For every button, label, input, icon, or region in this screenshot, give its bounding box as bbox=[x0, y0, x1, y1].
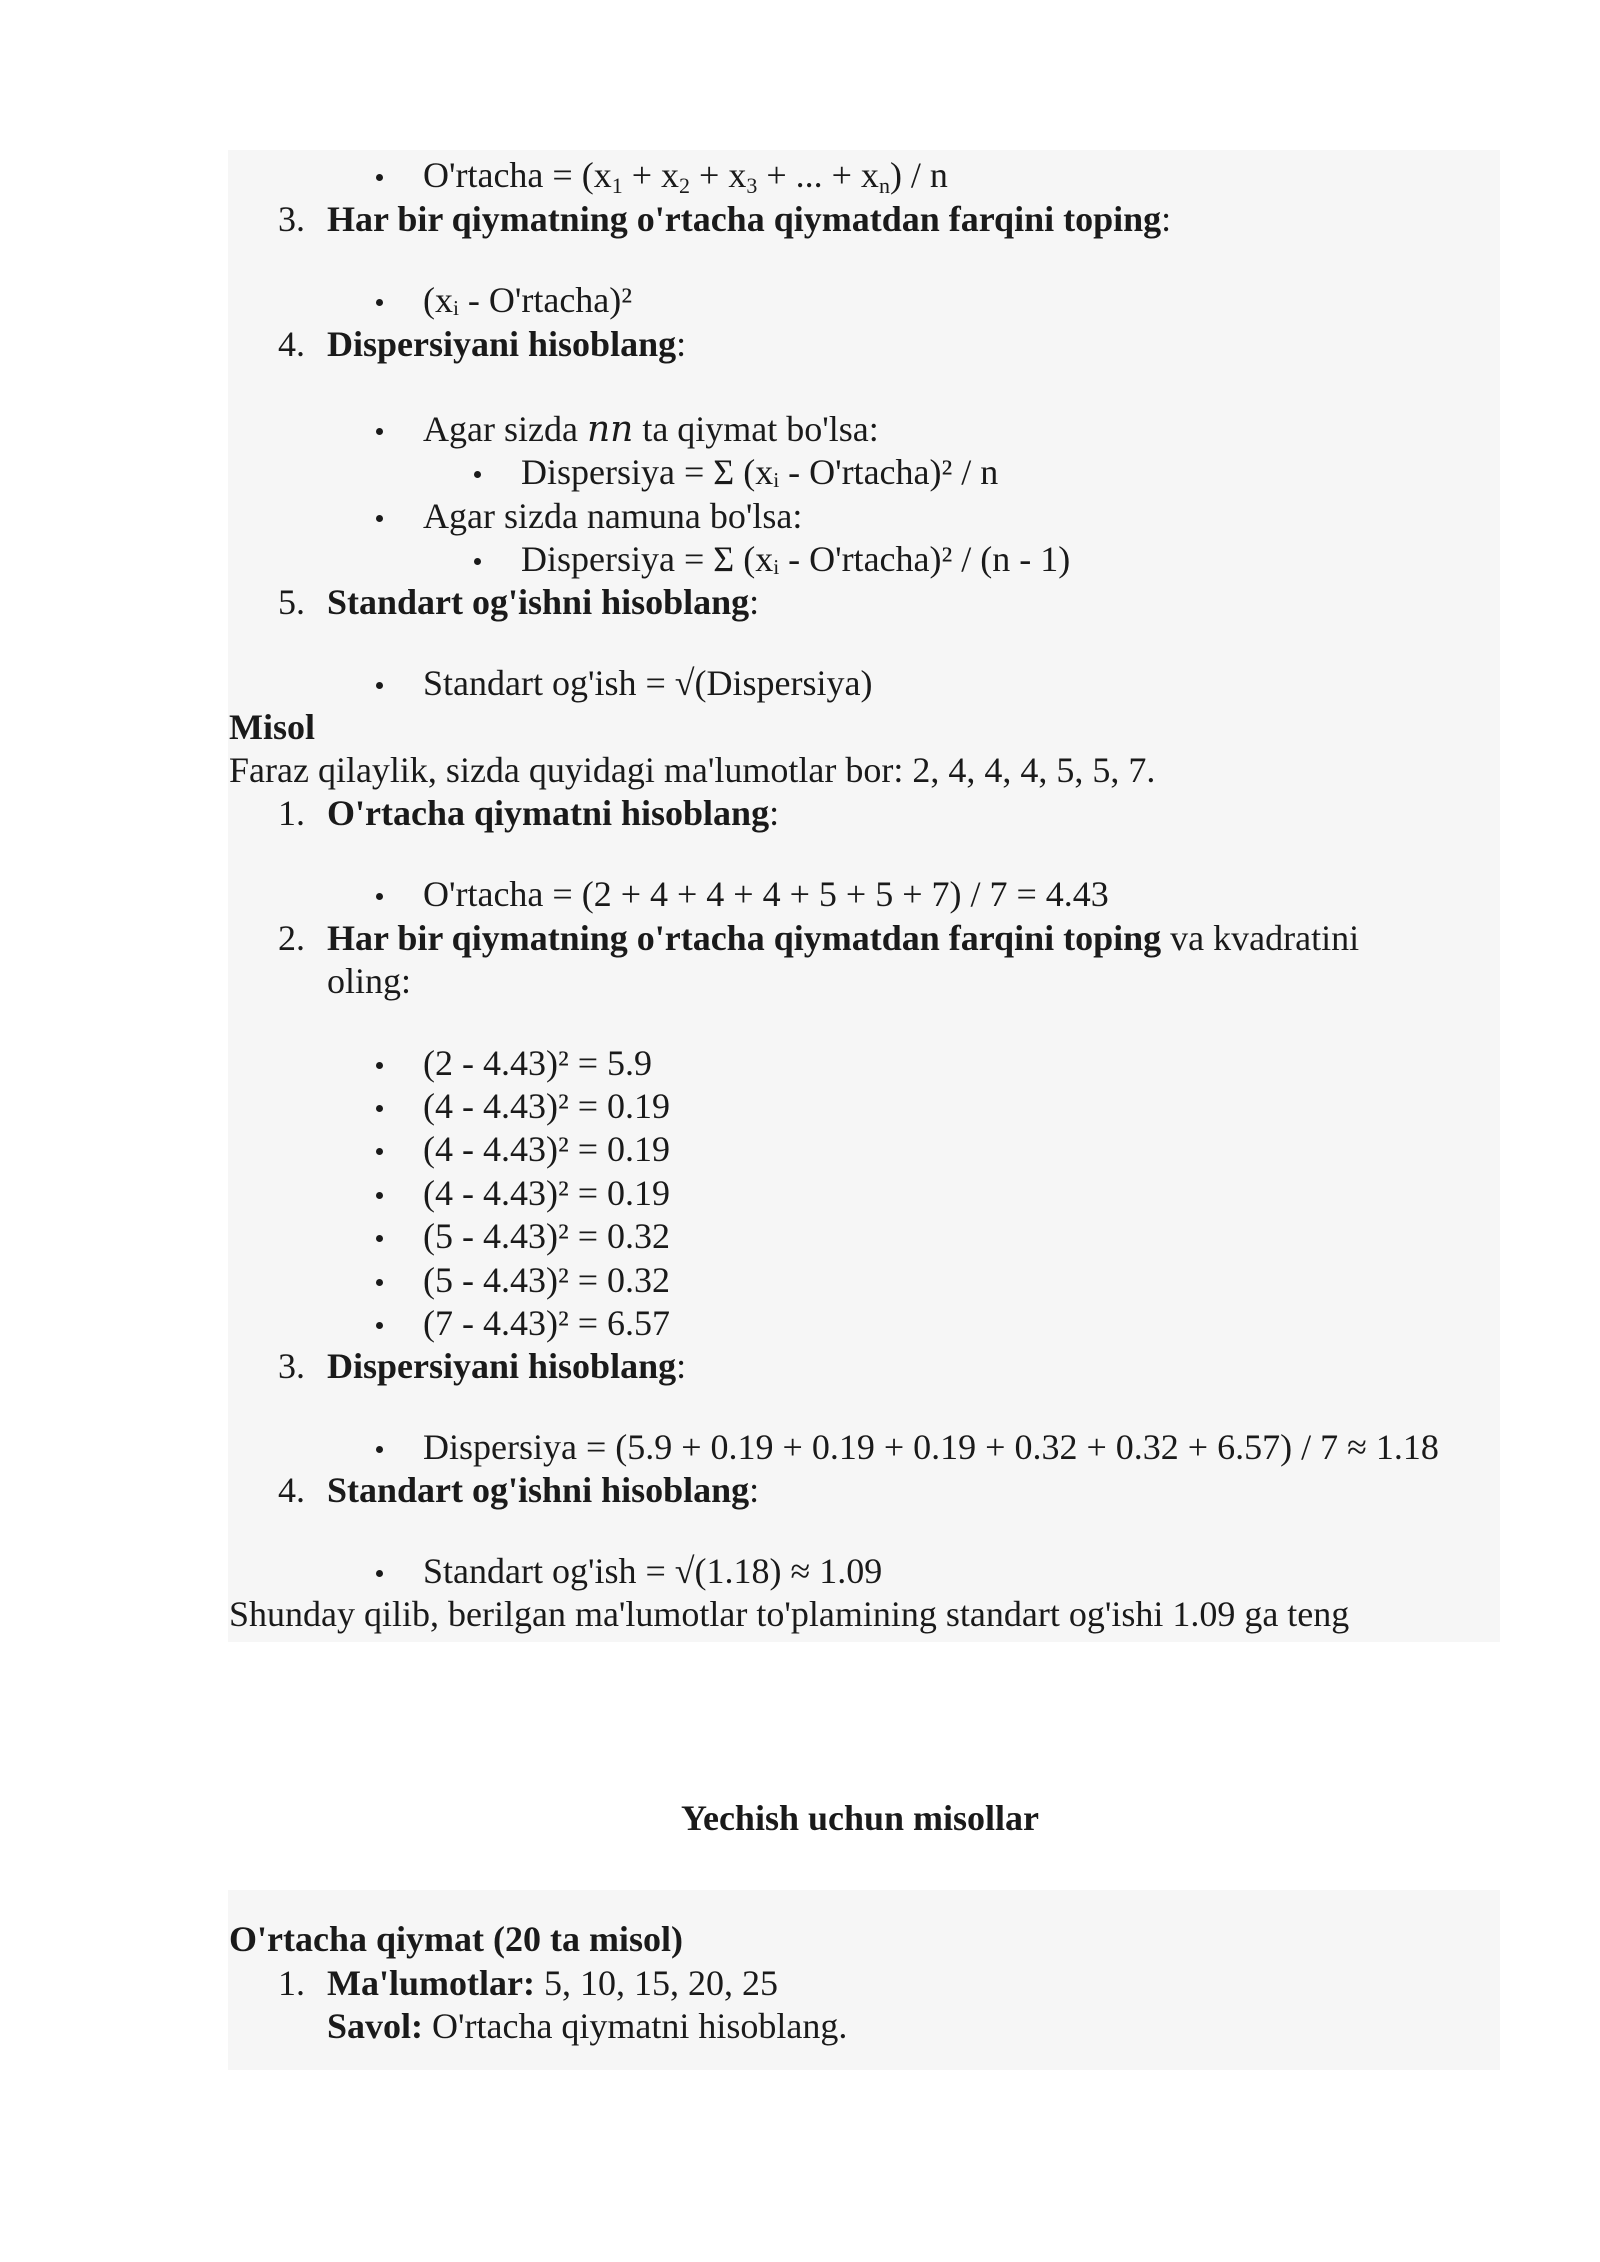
bullet-icon bbox=[376, 1446, 383, 1453]
example-heading: Misol bbox=[229, 707, 315, 747]
deviation-item: (7 - 4.43)² = 6.57 bbox=[423, 1303, 671, 1343]
std-calculation: Standart og'ish = √(1.18) ≈ 1.09 bbox=[423, 1551, 883, 1591]
bullet-icon bbox=[376, 428, 383, 435]
population-case: Agar sizda nn ta qiymat bo'lsa: bbox=[423, 409, 879, 450]
bullet-icon bbox=[376, 893, 383, 900]
section-heading: O'rtacha qiymat (20 ta misol) bbox=[229, 1919, 683, 1959]
step-number: 3. bbox=[278, 199, 305, 239]
bullet-icon bbox=[376, 682, 383, 689]
bullet-icon bbox=[376, 1279, 383, 1286]
step-heading: Standart og'ishni hisoblang: bbox=[327, 582, 760, 622]
deviation-item: (4 - 4.43)² = 0.19 bbox=[423, 1173, 671, 1213]
exercise-data: Ma'lumotlar: 5, 10, 15, 20, 25 bbox=[327, 1963, 778, 2003]
std-formula: Standart og'ish = √(Dispersiya) bbox=[423, 663, 873, 703]
bullet-icon bbox=[376, 1322, 383, 1329]
step-heading: Har bir qiymatning o'rtacha qiymatdan farqini toping: bbox=[327, 199, 1172, 239]
bullet-icon bbox=[376, 1570, 383, 1577]
variance-calculation: Dispersiya = (5.9 + 0.19 + 0.19 + 0.19 + 0.32 + 0.32 + 6.57) / 7 ≈ 1.18 bbox=[423, 1427, 1439, 1467]
step-heading: O'rtacha qiymatni hisoblang: bbox=[327, 793, 780, 833]
step-number: 3. bbox=[278, 1346, 305, 1386]
step-heading: Dispersiyani hisoblang: bbox=[327, 1346, 687, 1386]
mean-formula: O'rtacha = ($x_1 + x_2 + x_3$ + ... + $x_n$) / n bbox=[423, 155, 948, 198]
example-conclusion: Shunday qilib, berilgan ma'lumotlar to'plamining standart og'ishi 1.09 ga teng bbox=[229, 1594, 1350, 1634]
step-heading: Har bir qiymatning o'rtacha qiymatdan farqini toping va kvadratini bbox=[327, 918, 1360, 958]
bullet-icon bbox=[474, 471, 481, 478]
deviation-item: (5 - 4.43)² = 0.32 bbox=[423, 1260, 671, 1300]
exercise-question: Savol: O'rtacha qiymatni hisoblang. bbox=[327, 2006, 848, 2046]
step-number: 4. bbox=[278, 324, 305, 364]
deviation-formula: (xᵢ - O'rtacha)² bbox=[423, 280, 633, 320]
step-number: 2. bbox=[278, 918, 305, 958]
mean-calculation: O'rtacha = (2 + 4 + 4 + 4 + 5 + 5 + 7) / 7 = 4.43 bbox=[423, 874, 1109, 914]
exercises-title: Yechish uchun misollar bbox=[680, 1798, 1040, 1838]
bullet-icon bbox=[376, 1148, 383, 1155]
step-heading: Dispersiyani hisoblang: bbox=[327, 324, 687, 364]
deviation-item: (4 - 4.43)² = 0.19 bbox=[423, 1129, 671, 1169]
bullet-icon bbox=[376, 1062, 383, 1069]
bullet-icon bbox=[376, 299, 383, 306]
exercise-number: 1. bbox=[278, 1963, 305, 2003]
step-heading: Standart og'ishni hisoblang: bbox=[327, 1470, 760, 1510]
step-number: 5. bbox=[278, 582, 305, 622]
sample-formula: Dispersiya = Σ (xᵢ - O'rtacha)² / (n - 1) bbox=[521, 539, 1071, 579]
bullet-icon bbox=[376, 174, 383, 181]
bullet-icon bbox=[376, 1105, 383, 1112]
bullet-icon bbox=[474, 558, 481, 565]
step-number: 1. bbox=[278, 793, 305, 833]
step-number: 4. bbox=[278, 1470, 305, 1510]
population-formula: Dispersiya = Σ (xᵢ - O'rtacha)² / n bbox=[521, 452, 999, 492]
deviation-item: (5 - 4.43)² = 0.32 bbox=[423, 1216, 671, 1256]
bullet-icon bbox=[376, 1235, 383, 1242]
bullet-icon bbox=[376, 515, 383, 522]
example-intro: Faraz qilaylik, sizda quyidagi ma'lumotlar bor: 2, 4, 4, 4, 5, 5, 7. bbox=[229, 750, 1156, 790]
deviation-item: (2 - 4.43)² = 5.9 bbox=[423, 1043, 653, 1083]
bullet-icon bbox=[376, 1192, 383, 1199]
sample-case: Agar sizda namuna bo'lsa: bbox=[423, 496, 803, 536]
deviation-item: (4 - 4.43)² = 0.19 bbox=[423, 1086, 671, 1126]
step-heading-continued: oling: bbox=[327, 961, 412, 1001]
